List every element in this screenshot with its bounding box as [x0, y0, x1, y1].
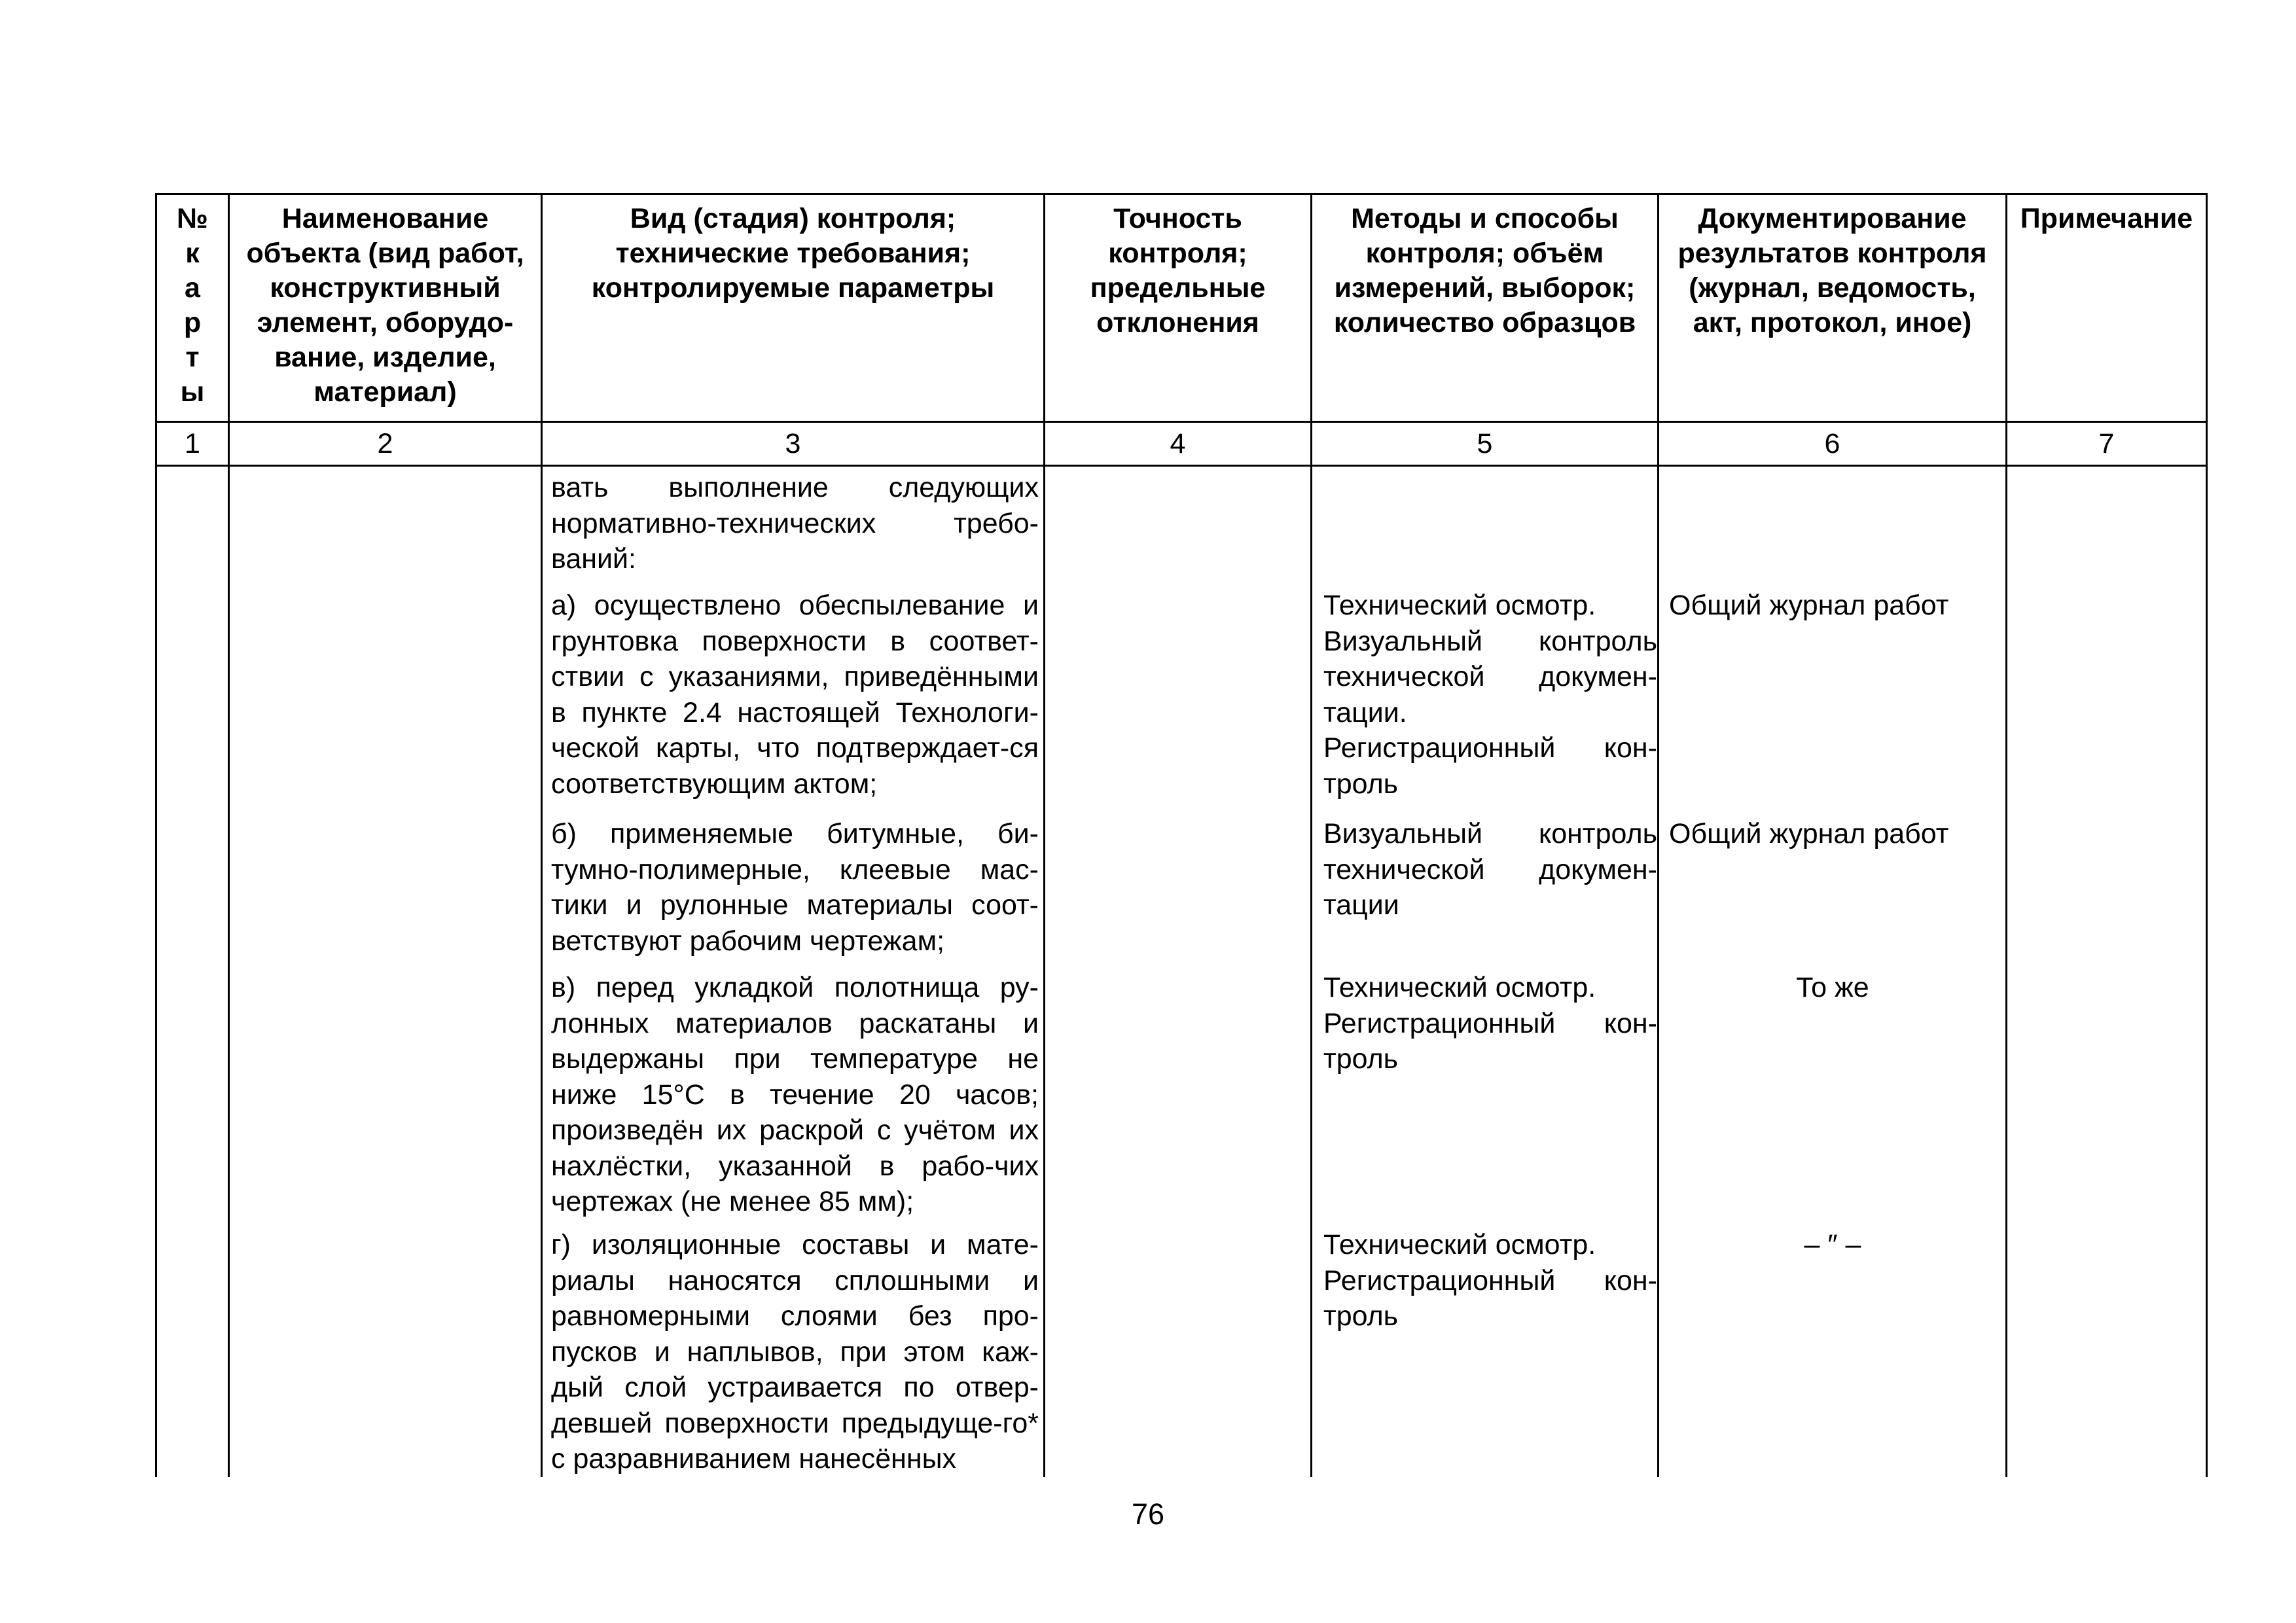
- header-control-type: Вид (стадия) контроля; технические требования; контролируемые параметры: [542, 194, 1045, 422]
- column-number: 2: [229, 422, 542, 466]
- requirement-g: г) изоляционные составы и мате-риалы наносятся сплошными и равномерными слоями без про-пусков и наплывов, при этом каж-дый слой устраивается по отвер-девшей поверхности предыдуще-го* с разравниванием нанесённых: [551, 1229, 1039, 1474]
- requirement-a: а) осуществлено обеспылевание и грунтовка поверхности в соответ-ствии с указаниями, приведёнными в пункте 2.4 настоящей Технологи-ческой карты, что подтверждает-ся соответствующим актом;: [551, 590, 1039, 800]
- methods-b: Визуальный контроль технической докумен-тации: [1323, 818, 1657, 921]
- requirement-intro: вать выполнение следующих нормативно-технических требо-ваний:: [551, 472, 1039, 575]
- requirement-v: в) перед укладкой полотнища ру-лонных материалов раскатаны и выдержаны при температуре не ниже 15°С в течение 20 часов; произведён их раскрой с учётом их нахлёстки, указанной в рабо-чих чертежах (не менее 85 мм);: [551, 972, 1039, 1217]
- column-number: 7: [2007, 422, 2207, 466]
- cell-accuracy: [1045, 466, 1312, 1478]
- requirement-b: б) применяемые битумные, би-тумно-полимерные, клеевые мас-тики и рулонные материалы соот-ветствуют рабочим чертежам;: [551, 818, 1039, 957]
- cell-object-name: [229, 466, 542, 1478]
- methods-g: Технический осмотр. Регистрационный кон-троль: [1323, 1229, 1657, 1332]
- documentation-a: Общий журнал работ: [1669, 590, 1949, 621]
- column-number: 4: [1045, 422, 1312, 466]
- methods-a: Технический осмотр. Визуальный контроль технической докумен-тации. Регистрационный кон-троль: [1323, 590, 1657, 800]
- documentation-b: Общий журнал работ: [1669, 818, 1949, 849]
- cell-note: [2007, 466, 2207, 1478]
- column-number: 5: [1312, 422, 1659, 466]
- header-documentation: Документирование результатов контроля (журнал, ведомость, акт, протокол, иное): [1659, 194, 2007, 422]
- documentation-v: То же: [1796, 972, 1869, 1003]
- table-header-row: [156, 194, 2207, 422]
- documentation-g: – ″ –: [1804, 1229, 1861, 1260]
- column-number-row: [156, 422, 2207, 466]
- header-methods: Методы и способы контроля; объём измерений, выборок; количество образцов: [1312, 194, 1659, 422]
- header-note: Примечание: [2007, 194, 2207, 422]
- header-accuracy: Точность контроля; предельные отклонения: [1045, 194, 1312, 422]
- page-number: 76: [1131, 1497, 1165, 1531]
- column-number: 1: [156, 422, 229, 466]
- column-number: 6: [1659, 422, 2007, 466]
- column-number: 3: [542, 422, 1045, 466]
- cell-card-number: [156, 466, 229, 1478]
- header-object-name: Наименование объекта (вид работ, конструктивный элемент, оборудо- вание, изделие, материал): [229, 194, 542, 422]
- methods-v: Технический осмотр. Регистрационный кон-троль: [1323, 972, 1657, 1075]
- header-card-number: № к а р т ы: [156, 194, 229, 422]
